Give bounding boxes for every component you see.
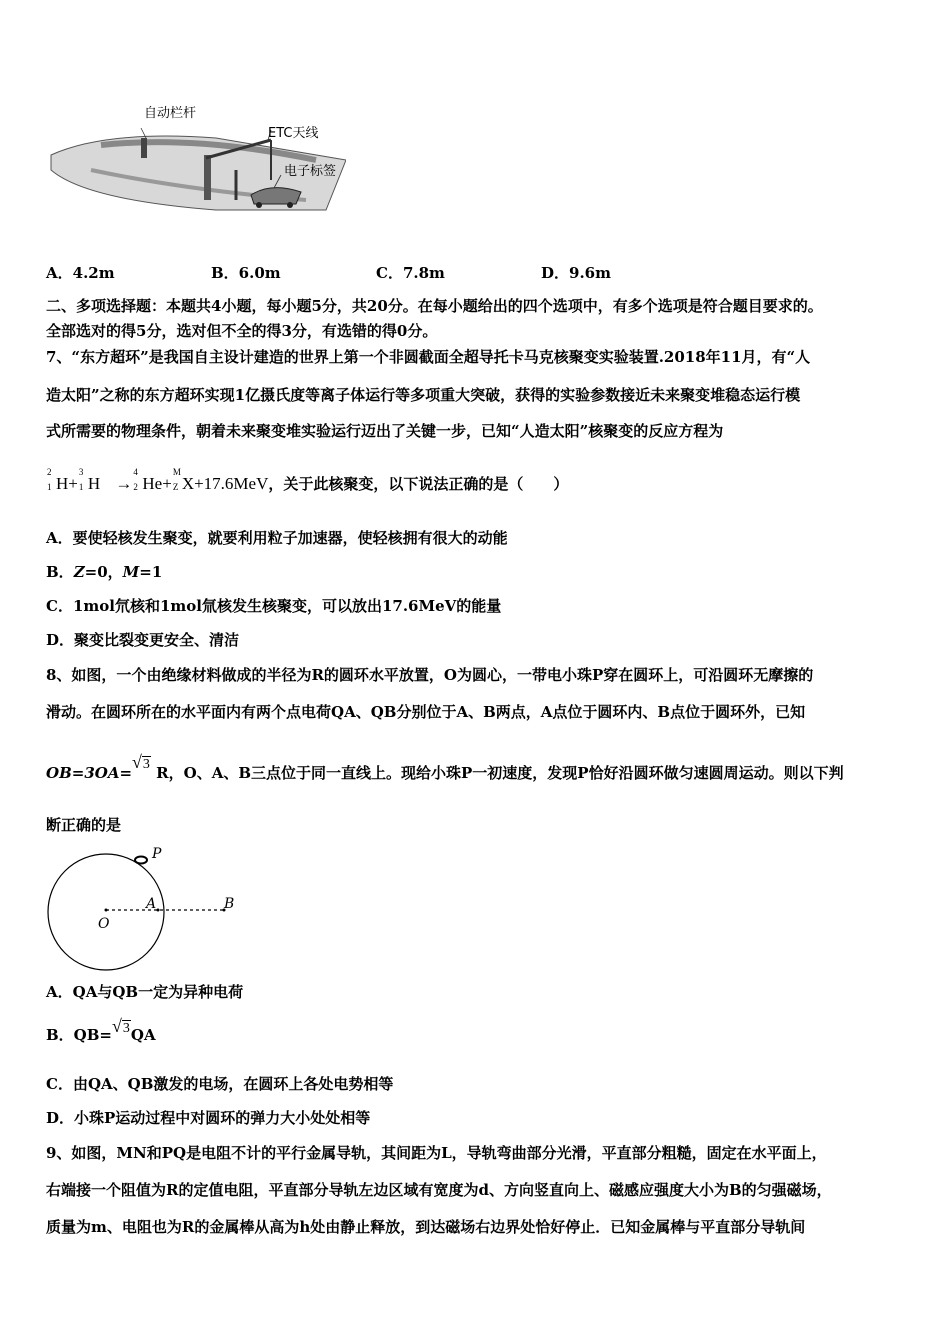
q7-line-1: 7、“东方超环”是我国自主设计建造的世界上第一个非圆截面全超导托卡马克核聚变实验装置.2018年11月，有“人 [46,348,811,366]
q8-option-a: A．QA与QB一定为异种电荷 [46,983,244,1001]
q8-option-c: C．由QA、QB激发的电场，在圆环上各处电势相等 [46,1075,394,1093]
q8-line-3: OB=3OA=√$^3$ R，O、A、B三点位于同一直线上。现给小珠P一初速度，发现P恰好沿圆环做匀速圆周运动。则以下判 [46,752,844,782]
label-p: P [152,846,162,862]
q8-option-d: D．小珠P运动过程中对圆环的弹力大小处处相等 [46,1109,371,1127]
q7-question: ，关于此核聚变，以下说法正确的是（ ） [268,475,569,493]
q9-line-1: 9、如图，MN和PQ是电阻不计的平行金属导轨，其间距为L，导轨弯曲部分光滑，平直部分粗糙，固定在水平面上， [46,1144,827,1162]
q6-option-d: D．9.6m [541,264,611,282]
label-b: B [224,896,235,912]
q8-line-1: 8、如图，一个由绝缘材料做成的半径为R的圆环水平放置，O为圆心，一带电小珠P穿在圆环上，可沿圆环无摩擦的 [46,666,814,684]
q7-equation: 2 1 H+ 3 1 H → 4 2 He+ M Z X+17.6MeV，关于此核聚变，以下说法正确的是（ ） [47,467,569,493]
q7-line-3: 式所需要的物理条件，朝着未来聚变堆实验运行迈出了关键一步，已知“人造太阳”核聚变的反应方程为 [46,422,724,440]
q8-line-4: 断正确的是 [46,816,122,834]
etc-figure [46,100,346,220]
q8-option-b: B．QB=√$^3$QA [46,1016,156,1044]
q7-option-c: C．1mol氘核和1mol氚核发生核聚变，可以放出17.6MeV的能量 [46,597,502,615]
q7-line-2: 造太阳”之称的东方超环实现1亿摄氏度等离子体运行等多项重大突破，获得的实验参数接近未来聚变堆稳态运行模 [46,386,801,404]
q9-line-3: 质量为m、电阻也为R的金属棒从高为h处由静止释放，到达磁场右边界处恰好停止．已知金属棒与平直部分导轨间 [46,1218,806,1236]
q8-line-2: 滑动。在圆环所在的水平面内有两个点电荷QA、QB分别位于A、B两点，A点位于圆环内、B点位于圆环外，已知 [46,703,806,721]
q9-line-2: 右端接一个阻值为R的定值电阻，平直部分导轨左边区域有宽度为d、方向竖直向上、磁感应强度大小为B的匀强磁场， [46,1181,832,1199]
ring-figure [46,844,246,974]
q6-option-a: A．4.2m [46,264,115,282]
label-auto-gate: 自动栏杆 [144,106,197,121]
q7-option-d: D．聚变比裂变更安全、清洁 [46,631,240,649]
q7-option-b: B．Z=0，M=1 [46,563,163,581]
label-a: A [146,896,157,912]
q7-option-a: A．要使轻核发生聚变，就要利用粒子加速器，使轻核拥有很大的动能 [46,529,508,547]
label-electronic-tag: 电子标签 [284,164,337,179]
section-heading: 二、多项选择题：本题共4小题，每小题5分，共20分。在每小题给出的四个选项中，有多个选项是符合题目要求的。 [46,297,823,315]
label-o: O [98,916,110,932]
q6-option-c: C．7.8m [376,264,445,282]
q6-option-b: B．6.0m [211,264,281,282]
section-scoring: 全部选对的得5分，选对但不全的得3分，有选错的得0分。 [46,322,438,340]
label-etc-antenna: ETC天线 [268,126,319,141]
